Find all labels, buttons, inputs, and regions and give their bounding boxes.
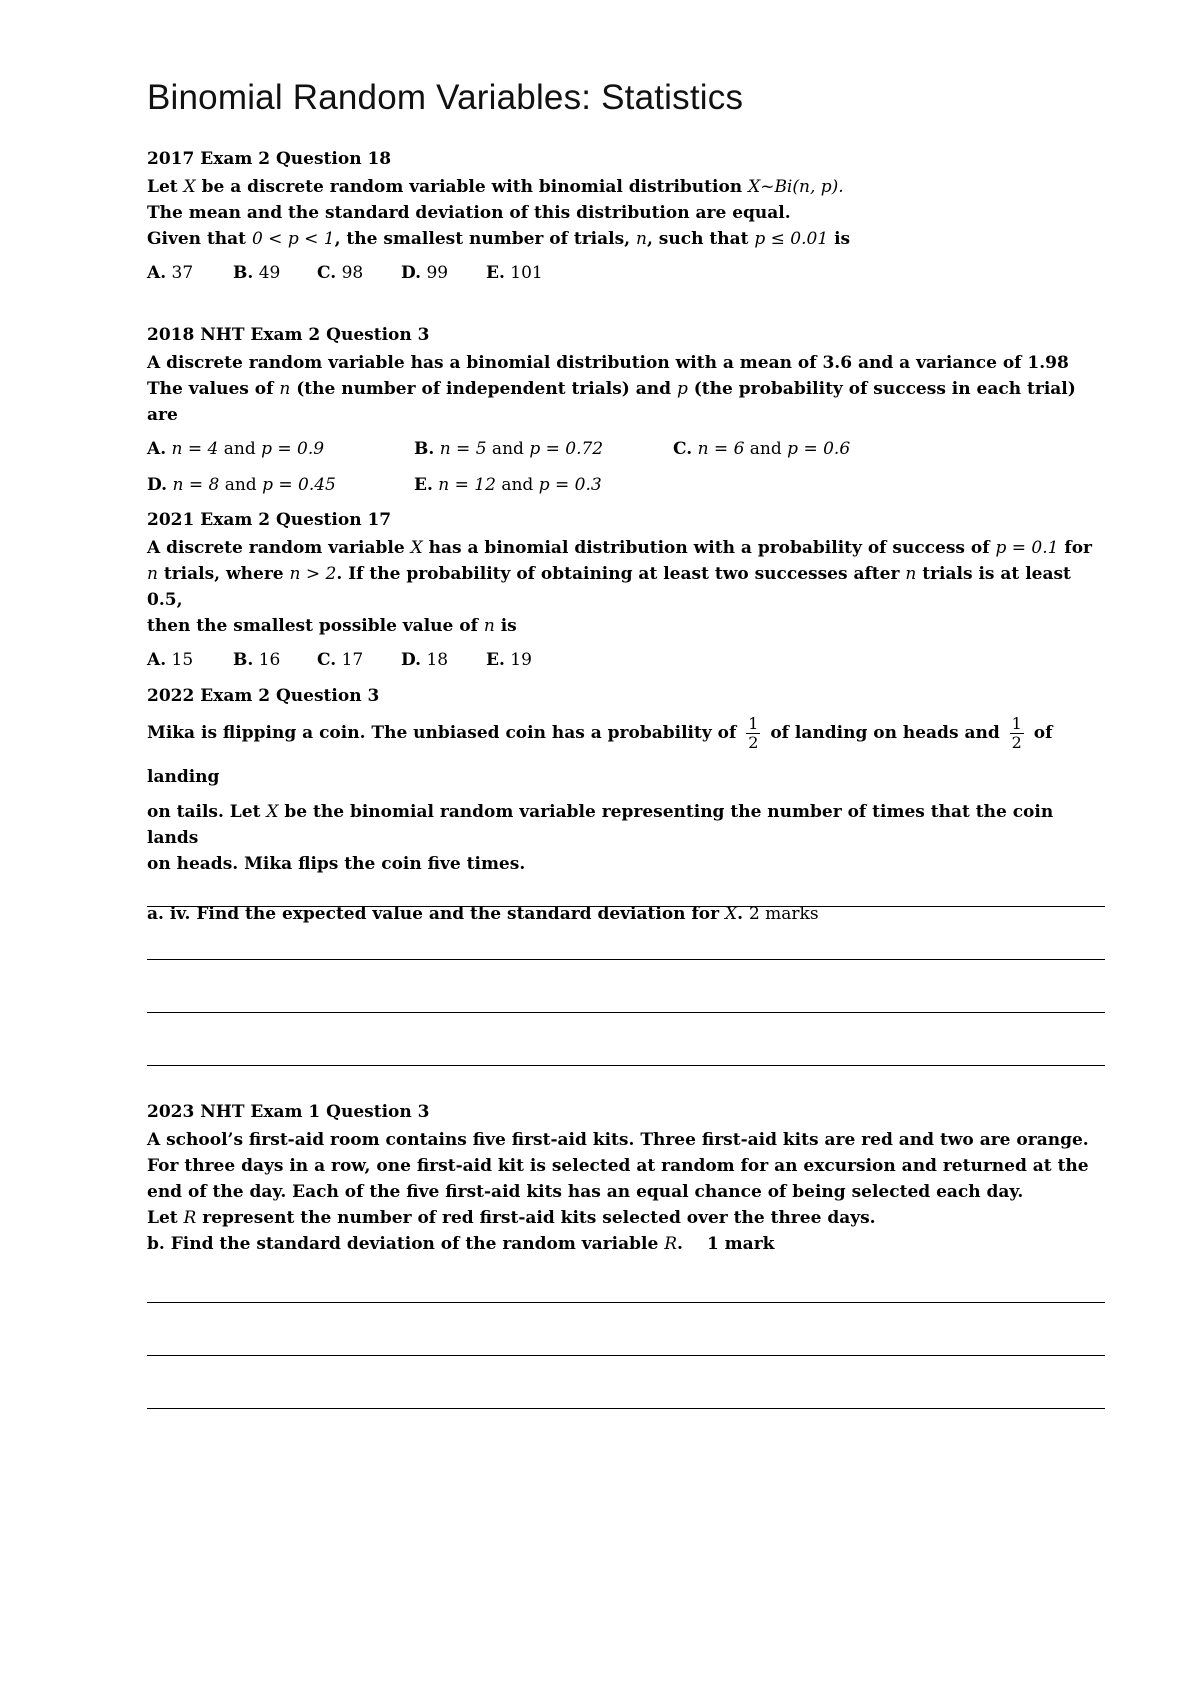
question-text-line: then the smallest possible value of n is	[147, 616, 517, 636]
answer-options-row-2	[147, 472, 1107, 500]
question-2023-nht-exam1-q3	[147, 1099, 1107, 1257]
question-text-line: on heads. Mika flips the coin five times.	[147, 854, 526, 874]
option-d[interactable]: D. n = 8 and p = 0.45	[147, 475, 336, 495]
question-heading: 2023 NHT Exam 1 Question 3	[147, 1102, 430, 1122]
question-text-line: The values of n (the number of independent trials) and p (the probability of success in each trial) are	[147, 379, 1076, 425]
question-text-line: on tails. Let X be the binomial random variable representing the number of times that the coin lands	[147, 802, 1054, 848]
option-b[interactable]: B. n = 5 and p = 0.72	[414, 439, 604, 459]
question-text-line: n trials, where n > 2. If the probability of obtaining at least two successes after n trials is at least 0.5,	[147, 564, 1071, 610]
answer-line[interactable]	[147, 1012, 1105, 1013]
question-part-b: b. Find the standard deviation of the random variable R. 1 mark	[147, 1234, 775, 1254]
option-a[interactable]: A. n = 4 and p = 0.9	[147, 439, 325, 459]
question-2021-exam2-q17	[147, 507, 1107, 675]
question-heading: 2018 NHT Exam 2 Question 3	[147, 325, 430, 345]
option-e[interactable]: E. 101	[486, 263, 543, 283]
question-2017-exam2-q18	[147, 146, 1107, 288]
question-text-line: Given that 0 < p < 1, the smallest number of trials, n, such that p ≤ 0.01 is	[147, 229, 851, 249]
answer-line[interactable]	[147, 1355, 1105, 1356]
option-c[interactable]: C. 17	[317, 650, 364, 670]
option-d[interactable]: D. 99	[401, 263, 449, 283]
question-text-line: A discrete random variable has a binomial distribution with a mean of 3.6 and a variance of 1.98	[147, 353, 1069, 373]
answer-line[interactable]	[147, 959, 1105, 960]
option-c[interactable]: C. n = 6 and p = 0.6	[673, 439, 851, 459]
question-text-line: A discrete random variable X has a binomial distribution with a probability of success of p = 0.1 for	[147, 538, 1092, 558]
answer-options-row-1	[147, 436, 1107, 464]
question-text-line: For three days in a row, one first-aid kit is selected at random for an excursion and returned at the	[147, 1156, 1089, 1176]
question-text-line: Let X be a discrete random variable with binomial distribution X~Bi(n, p).	[147, 177, 844, 197]
answer-line[interactable]	[147, 906, 1105, 907]
option-c[interactable]: C. 98	[317, 263, 364, 283]
fraction-one-half: $\frac{1}{2}$	[748, 714, 759, 752]
question-text-line: Let R represent the number of red first-aid kits selected over the three days.	[147, 1208, 876, 1228]
option-b[interactable]: B. 16	[233, 650, 281, 670]
question-text-line: A school’s first-aid room contains five first-aid kits. Three first-aid kits are red and two are orange.	[147, 1130, 1089, 1150]
question-heading: 2021 Exam 2 Question 17	[147, 510, 392, 530]
answer-options	[147, 647, 1107, 675]
option-e[interactable]: E. 19	[486, 650, 532, 670]
question-text-line: end of the day. Each of the five first-aid kits has an equal chance of being selected each day.	[147, 1182, 1024, 1202]
option-d[interactable]: D. 18	[401, 650, 449, 670]
question-heading: 2022 Exam 2 Question 3	[147, 686, 380, 706]
answer-line[interactable]	[147, 1408, 1105, 1409]
question-text-line: Mika is flipping a coin. The unbiased coin has a probability of $\frac{1}{2}$ of landing on heads and $\frac{1}{2}$ of landing	[147, 714, 1053, 787]
option-a[interactable]: A. 15	[147, 650, 194, 670]
question-text-line: The mean and the standard deviation of this distribution are equal.	[147, 203, 791, 223]
fraction-one-half: $\frac{1}{2}$	[1011, 714, 1022, 752]
option-a[interactable]: A. 37	[147, 263, 194, 283]
question-2018-nht-exam2-q3	[147, 322, 1107, 500]
question-heading: 2017 Exam 2 Question 18	[147, 149, 392, 169]
answer-options	[147, 260, 1107, 288]
option-b[interactable]: B. 49	[233, 263, 281, 283]
question-2022-exam2-q3	[147, 683, 1107, 927]
question-part-a-iv: a. iv. Find the expected value and the standard deviation for X. 2 marks	[147, 904, 819, 924]
answer-line[interactable]	[147, 1302, 1105, 1303]
option-e[interactable]: E. n = 12 and p = 0.3	[414, 475, 602, 495]
page-title: Binomial Random Variables: Statistics	[147, 78, 744, 117]
answer-line[interactable]	[147, 1065, 1105, 1066]
